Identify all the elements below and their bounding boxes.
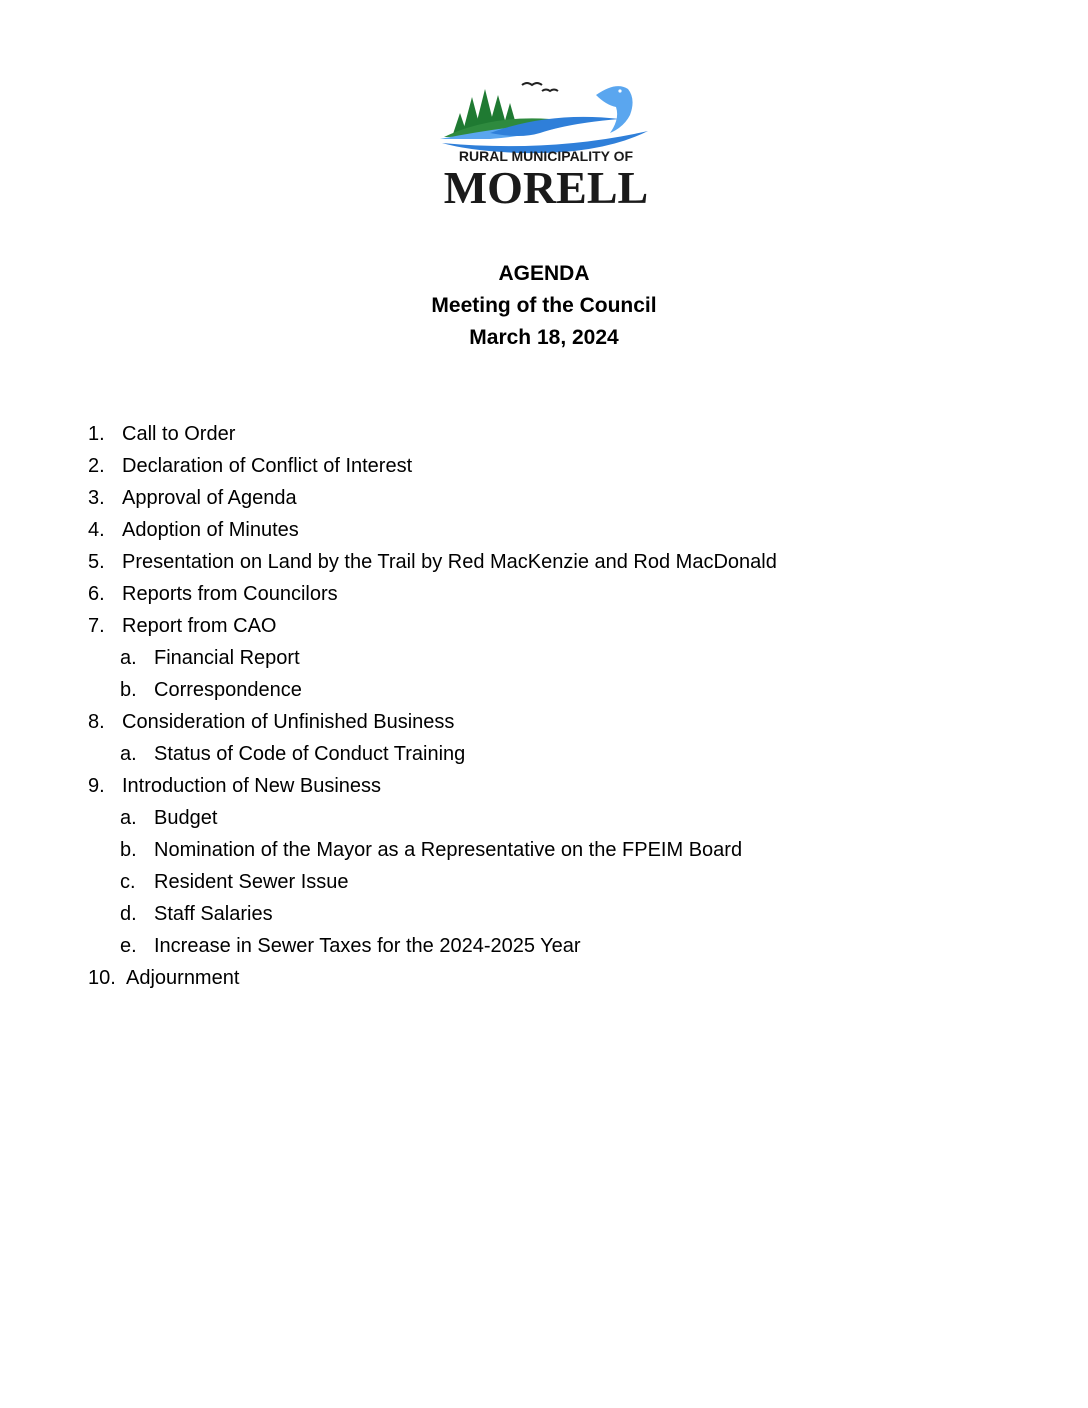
subitem-text: Status of Code of Conduct Training: [154, 743, 466, 765]
item-number: 8.: [88, 711, 105, 733]
item-number: 6.: [88, 583, 105, 605]
item-number: 2.: [88, 455, 105, 477]
subitem-text: Budget: [154, 807, 218, 829]
subitem-letter: d.: [120, 903, 137, 925]
item-number: 9.: [88, 775, 105, 797]
item-number: 3.: [88, 487, 105, 509]
subitem-letter: c.: [120, 871, 136, 893]
item-text: Adoption of Minutes: [122, 519, 299, 541]
item-number: 5.: [88, 551, 105, 573]
subitem-text: Nomination of the Mayor as a Representative on the FPEIM Board: [154, 839, 743, 861]
item-number: 10.: [88, 967, 116, 989]
meeting-subtitle: Meeting of the Council: [431, 294, 657, 317]
item-number: 1.: [88, 423, 105, 445]
subitem-text: Financial Report: [154, 647, 300, 669]
item-text: Call to Order: [122, 423, 236, 445]
item-text: Consideration of Unfinished Business: [122, 711, 455, 733]
subitem-letter: b.: [120, 839, 137, 861]
item-number: 7.: [88, 615, 105, 637]
agenda-header: [0, 258, 1088, 354]
item-text: Presentation on Land by the Trail by Red MacKenzie and Rod MacDonald: [122, 551, 777, 573]
subitem-letter: a.: [120, 647, 137, 669]
subitem-text: Correspondence: [154, 679, 302, 701]
item-number: 4.: [88, 519, 105, 541]
subitem-letter: b.: [120, 679, 137, 701]
subitem-letter: e.: [120, 935, 137, 957]
subitem-text: Staff Salaries: [154, 903, 273, 925]
morell-logo: [430, 75, 662, 211]
agenda-title: AGENDA: [498, 262, 590, 285]
item-text: Approval of Agenda: [122, 487, 297, 509]
meeting-date: March 18, 2024: [469, 326, 619, 349]
item-text: Declaration of Conflict of Interest: [122, 455, 413, 477]
item-text: Reports from Councilors: [122, 583, 338, 605]
subitem-letter: a.: [120, 807, 137, 829]
logo-line2: MORELL: [443, 162, 649, 211]
subitem-text: Increase in Sewer Taxes for the 2024-2025 Year: [154, 935, 581, 957]
item-text: Report from CAO: [122, 615, 277, 637]
subitem-letter: a.: [120, 743, 137, 765]
logo-line1: RURAL MUNICIPALITY OF: [458, 148, 634, 164]
item-text: Introduction of New Business: [122, 775, 382, 797]
item-text: Adjournment: [126, 967, 240, 989]
subitem-text: Resident Sewer Issue: [154, 871, 349, 893]
